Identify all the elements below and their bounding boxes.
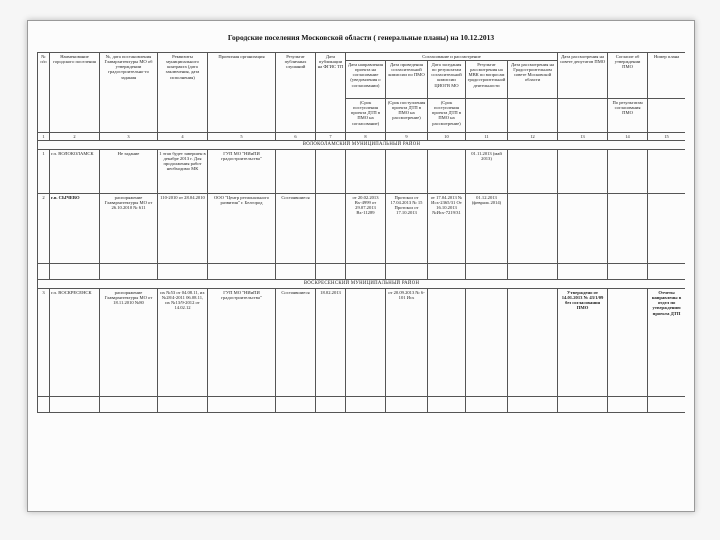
header-cell: №, дата постановления Главархитектуры МО об утверждении градостроительно-го задания [100, 53, 158, 133]
deadline-cell [558, 99, 608, 133]
column-number: 6 [276, 133, 316, 141]
table-cell [608, 194, 648, 264]
document-page [27, 20, 695, 512]
column-number: 10 [428, 133, 466, 141]
header-cell: Дата проведения согласительной комиссии по ПМО [386, 61, 428, 99]
contract-cell: 1 этап будет завершен в декабре 2013 г. Для продолжения работ необходимо МК [158, 150, 208, 194]
spacer-row [38, 397, 686, 413]
fgis-cell [316, 194, 346, 264]
table-cell: от 17.04.2013 № Исх-2365/31 От 16.10.2013 №Исх-7219/31 [428, 194, 466, 264]
header-cell: Результат рассмотрения на МВК по вопросам градостроительной деятельности [466, 61, 508, 99]
header-cell: Дата заседания по результатам согласительной комиссии ЦИОГВ МО [428, 61, 466, 99]
table-cell [466, 289, 508, 397]
header-cell: Дата рассмотрения на совете депутатов ПМО [558, 53, 608, 99]
table-cell [648, 194, 685, 264]
deadline-cell: (Срок поступления проекта ДТП в ПМО на рассмотрение) [428, 99, 466, 133]
table-cell: Утверждено от 14.01.2013 № 43/1/09 без согласования ПМО [558, 289, 608, 397]
table-cell [608, 150, 648, 194]
column-number: 2 [50, 133, 100, 141]
hearing-cell [276, 150, 316, 194]
table-cell: от 20.09.2013 № 6-101 Исх [386, 289, 428, 397]
hearing-cell: Состоявшиеся [276, 289, 316, 397]
organization-cell: ООО "Центр регионального развития" г. Белгород [208, 194, 276, 264]
table-cell: Протокол от 17.04.2013 № 15 Протокол от 17.10.2013 [386, 194, 428, 264]
decree-cell: Не задание [100, 150, 158, 194]
contract-cell: их №53 от 04.08.11, их №28/4-2011 06.08.11, их №13/9-2012 от 14.02.12 [158, 289, 208, 397]
table-row [38, 194, 686, 264]
deadline-cell [508, 99, 558, 133]
header-cell: Результат публичных слушаний [276, 53, 316, 133]
column-number: 3 [100, 133, 158, 141]
row-number: 2 [38, 194, 50, 264]
header-cell: Дата публикации на ФГИС ТП [316, 53, 346, 133]
table-cell [346, 150, 386, 194]
column-number: 8 [346, 133, 386, 141]
column-number: 15 [648, 133, 685, 141]
deadline-cell [466, 99, 508, 133]
decree-cell: распоряжение Главархитектуры МО от 26.10.2010 № 611 [100, 194, 158, 264]
column-number: 12 [508, 133, 558, 141]
deadline-cell: (Срок поступления проекта ДТП в ПМО на рассмотрение) [386, 99, 428, 133]
column-number: 5 [208, 133, 276, 141]
spacer-row [38, 264, 686, 280]
organization-cell: ГУП МО "НИиПИ градостроительства" [208, 150, 276, 194]
table-cell [346, 289, 386, 397]
table-cell: 01.11.2013 (май 2013) [466, 150, 508, 194]
deadline-cell: (Срок поступления проекта ДТП в ПМО на согласование) [346, 99, 386, 133]
table-cell [608, 289, 648, 397]
deadline-cell: По результатам согласования ПМО [608, 99, 648, 133]
table-row [38, 150, 686, 194]
table-cell: от 20.02.2013 Вх-4999 от 29.07.2013 Вх-11289 [346, 194, 386, 264]
section-title: ВОЛОКОЛАМСКИЙ МУНИЦИПАЛЬНЫЙ РАЙОН [38, 141, 686, 150]
table-cell [428, 289, 466, 397]
column-number: 14 [608, 133, 648, 141]
table-cell [648, 150, 685, 194]
document-title: Городские поселения Московской области ( генеральные планы) на 10.12.2013 [227, 33, 495, 42]
header-cell: Дата рассмотрения на Градостроительном совете Московской области [508, 61, 558, 99]
header-cell: Номер плана [648, 53, 685, 99]
table-cell [508, 289, 558, 397]
decree-cell: распоряжение Главархитектуры МО от 18.11.2010 №80 [100, 289, 158, 397]
column-number: 13 [558, 133, 608, 141]
section-title: ВОСКРЕСЕНСКИЙ МУНИЦИПАЛЬНЫЙ РАЙОН [38, 280, 686, 289]
settlement-name: г.п. СЫЧЕВО [50, 194, 100, 264]
table-cell: 01.12.2013 (февраль 2014) [466, 194, 508, 264]
table-cell [386, 150, 428, 194]
header-group-cell: Согласование и рассмотрение [346, 53, 558, 61]
header-cell: Проектная организация [208, 53, 276, 133]
header-cell: Реквизиты муниципального контракта (дата заключения, дата исполнения) [158, 53, 208, 133]
table-cell [558, 194, 608, 264]
settlement-name: г.п. ВОСКРЕСЕНСК [50, 289, 100, 397]
table-cell [508, 194, 558, 264]
fgis-cell: 18.02.2013 [316, 289, 346, 397]
settlement-name: г.п. ВОЛОКОЛАМСК [50, 150, 100, 194]
table-cell [428, 150, 466, 194]
row-number: 1 [38, 150, 50, 194]
header-row-group [38, 53, 686, 61]
deadline-cell [648, 99, 685, 133]
header-cell: Согласие об утверждении ПМО [608, 53, 648, 99]
section-row [38, 280, 686, 289]
fgis-cell [316, 150, 346, 194]
hearing-cell: Состоявшиеся [276, 194, 316, 264]
table-cell [508, 150, 558, 194]
row-number: 3 [38, 289, 50, 397]
contract-cell: 110-2010 от 28.04.2010 [158, 194, 208, 264]
column-number: 7 [316, 133, 346, 141]
table-cell: Отчеты направлены в отдел по утверждению проекта ДТП [648, 289, 685, 397]
column-number-row [38, 133, 686, 141]
status-table [37, 52, 685, 492]
header-cell: № п/п [38, 53, 50, 133]
column-number: 4 [158, 133, 208, 141]
header-cell: Дата направления проекта на согласование (уведомления о согласовании) [346, 61, 386, 99]
header-cell: Наименование городского поселения [50, 53, 100, 133]
table-cell [558, 150, 608, 194]
table-row [38, 289, 686, 397]
column-number: 1 [38, 133, 50, 141]
organization-cell: ГУП МО "НИиПИ градостроительства" [208, 289, 276, 397]
section-row [38, 141, 686, 150]
column-number: 9 [386, 133, 428, 141]
column-number: 11 [466, 133, 508, 141]
